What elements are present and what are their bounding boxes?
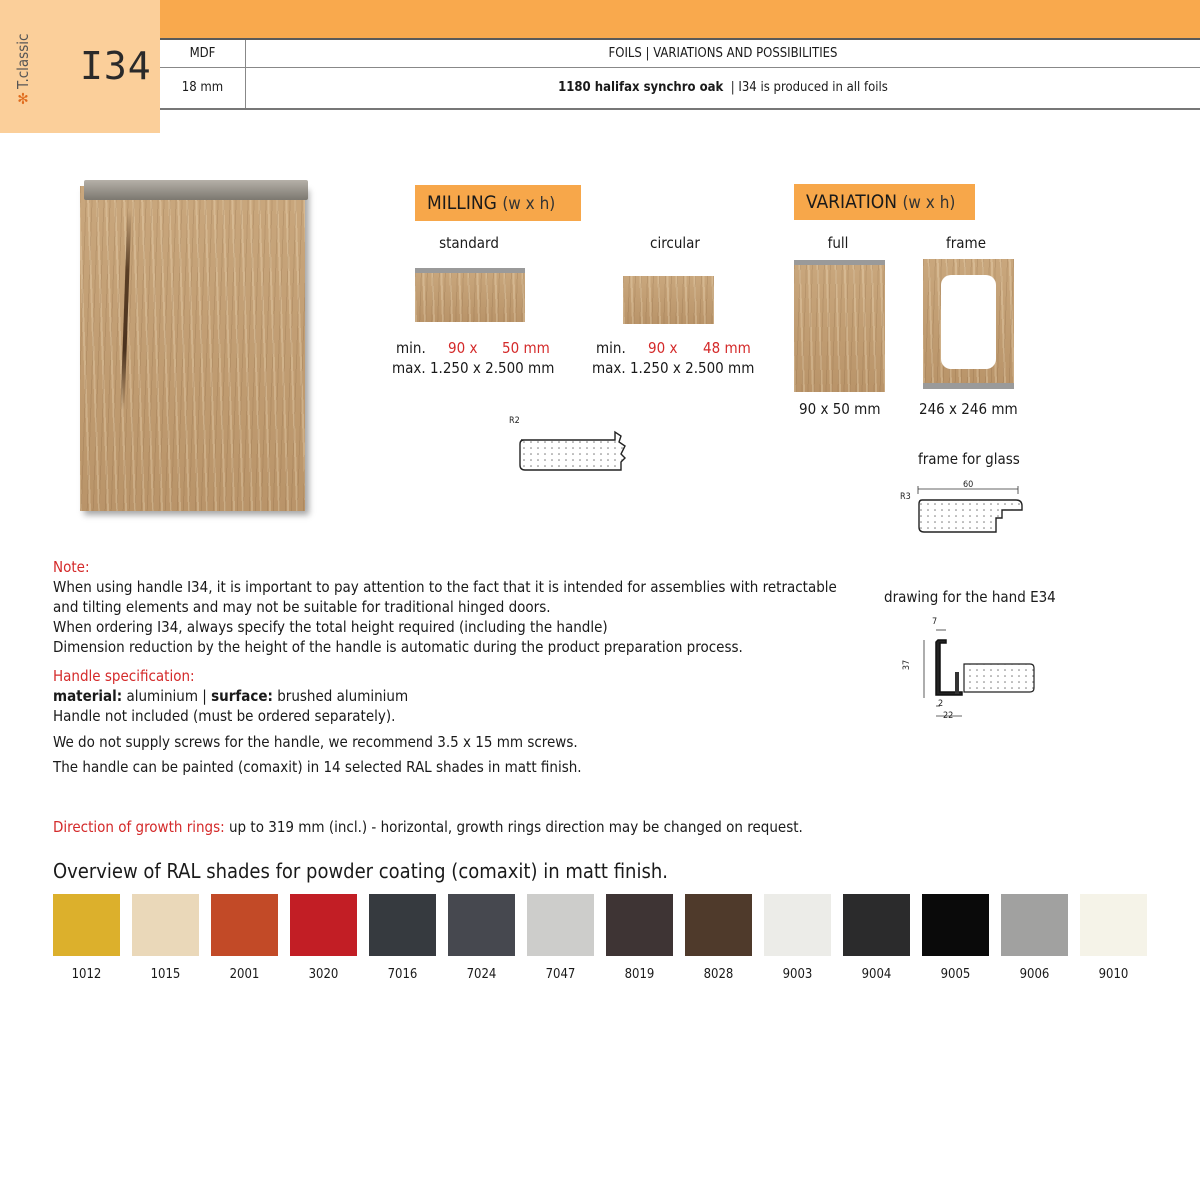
ral-code-label: 9003 [782, 967, 813, 982]
variation-unit: (w x h) [902, 193, 956, 213]
ral-code-label: 9004 [861, 967, 892, 982]
door-image [80, 186, 305, 511]
handle-dim-side: 37 [902, 659, 913, 671]
ral-swatch [1001, 894, 1068, 956]
milling-unit: (w x h) [502, 194, 556, 214]
foil-name: 1180 halifax synchro oak [558, 80, 724, 95]
brand-logo-icon: ✻ [14, 88, 32, 107]
ral-swatch [685, 894, 752, 956]
profile-r2-drawing [515, 428, 627, 474]
ral-code-label: 9010 [1098, 967, 1129, 982]
variation-full-handle [794, 260, 885, 265]
ral-swatch [448, 894, 515, 956]
brand-label [14, 30, 38, 110]
ral-title: Overview of RAL shades for powder coating (comaxit) in matt finish. [53, 859, 668, 883]
standard-min-label: min. [396, 339, 426, 357]
handle-not-included: Handle not included (must be ordered separately). [53, 707, 396, 725]
ral-code-label: 9005 [940, 967, 971, 982]
circular-min-width: 90 x [648, 339, 678, 357]
variation-frame-opening [941, 275, 996, 369]
note-line: Dimension reduction by the height of the handle is automatic during the product preparation process. [53, 638, 743, 656]
handle-dim-top: 7 [932, 617, 938, 627]
painted-note: The handle can be painted (comaxit) in 14 selected RAL shades in matt finish. [53, 758, 582, 776]
ral-code-label: 2001 [229, 967, 260, 982]
variation-full-image [794, 262, 885, 392]
milling-standard-image [415, 270, 525, 322]
ral-swatch [53, 894, 120, 956]
variation-frame-handle [923, 383, 1014, 389]
variation-full-size: 90 x 50 mm [799, 400, 881, 418]
variation-title: VARIATION [806, 191, 898, 213]
ral-code-label: 7047 [545, 967, 576, 982]
mdf-header: MDF [189, 46, 216, 61]
handle-dim-bottom1: 2 [938, 699, 944, 709]
ral-swatch [369, 894, 436, 956]
table-divider [160, 108, 1200, 110]
handle-dim-bottom2: 22 [943, 711, 954, 721]
glass-r3-label: R3 [900, 492, 911, 502]
glass-dim-60: 60 [963, 480, 974, 490]
milling-circular-image [623, 276, 714, 324]
profile-r2-label: R2 [509, 416, 520, 426]
surface-key: surface: [211, 687, 273, 705]
ral-code-label: 7016 [387, 967, 418, 982]
ral-swatch [843, 894, 910, 956]
ral-swatch [1080, 894, 1147, 956]
note-title: Note: [53, 558, 90, 576]
handle-drawing-title: drawing for the hand E34 [884, 588, 1056, 606]
ral-swatch [132, 894, 199, 956]
milling-tag [415, 185, 581, 221]
growth-rings-note [53, 817, 803, 837]
variation-tag [794, 184, 975, 220]
ral-code-label: 1015 [150, 967, 181, 982]
circular-max: max. 1.250 x 2.500 mm [592, 359, 755, 377]
handle-e34-drawing [912, 620, 1037, 724]
standard-min-height: 50 mm [502, 339, 550, 357]
ral-swatch [764, 894, 831, 956]
material-key: material: [53, 687, 123, 705]
frame-for-glass-label: frame for glass [918, 450, 1020, 468]
door-handle [84, 180, 308, 200]
standard-max: max. 1.250 x 2.500 mm [392, 359, 555, 377]
mdf-thickness: 18 mm [181, 80, 224, 95]
frame-for-glass-drawing [912, 484, 1028, 538]
growth-value: up to 319 mm (incl.) - horizontal, growth rings direction may be changed on request. [229, 818, 803, 836]
standard-min-width: 90 x [448, 339, 478, 357]
growth-key: Direction of growth rings: [53, 818, 225, 836]
variation-frame-label: frame [945, 234, 986, 252]
ral-swatch [211, 894, 278, 956]
surface-value: brushed aluminium [277, 687, 409, 705]
handle-material [53, 686, 408, 706]
ral-swatch [922, 894, 989, 956]
note-line: When using handle I34, it is important to pay attention to the fact that it is intended for assemblies with retractable [53, 578, 837, 596]
variation-full-label: full [827, 234, 849, 252]
circular-min-label: min. [596, 339, 626, 357]
circular-min-height: 48 mm [703, 339, 751, 357]
ral-code-label: 7024 [466, 967, 497, 982]
milling-circular-label: circular [650, 234, 700, 252]
handle-spec-title: Handle specification: [53, 667, 195, 685]
header-band [160, 0, 1200, 40]
ral-swatch [290, 894, 357, 956]
product-code: I34 [80, 44, 152, 88]
foils-header: FOILS | VARIATIONS AND POSSIBILITIES [608, 46, 838, 61]
milling-standard-label: standard [439, 234, 499, 252]
ral-code-label: 3020 [308, 967, 339, 982]
ral-swatch [527, 894, 594, 956]
ral-code-label: 8028 [703, 967, 734, 982]
variation-frame-size: 246 x 246 mm [919, 400, 1018, 418]
ral-swatch [606, 894, 673, 956]
foil-note: | I34 is produced in all foils [730, 80, 888, 95]
note-line: and tilting elements and may not be suitable for traditional hinged doors. [53, 598, 551, 616]
ral-code-label: 9006 [1019, 967, 1050, 982]
foil-info [246, 68, 1200, 108]
material-value: aluminium | [126, 687, 207, 705]
brand-text: T.classic [14, 33, 32, 89]
screws-note: We do not supply screws for the handle, we recommend 3.5 x 15 mm screws. [53, 733, 578, 751]
milling-title: MILLING [427, 192, 497, 214]
note-line: When ordering I34, always specify the total height required (including the handle) [53, 618, 608, 636]
milling-standard-handle [415, 268, 525, 273]
ral-code-label: 8019 [624, 967, 655, 982]
ral-code-label: 1012 [71, 967, 102, 982]
